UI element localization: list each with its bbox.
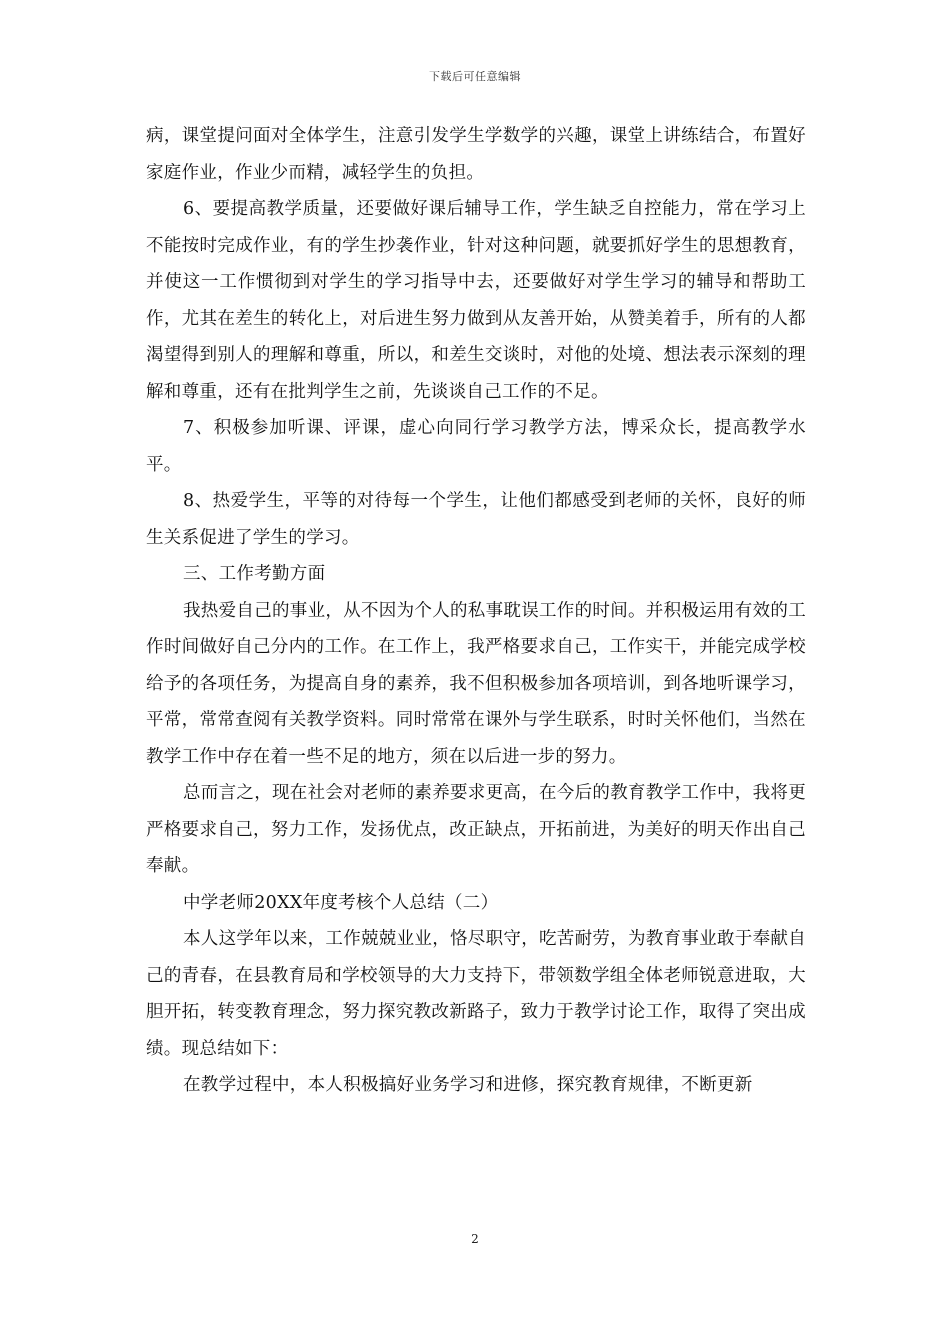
body-paragraph: 病，课堂提问面对全体学生，注意引发学生学数学的兴趣，课堂上讲练结合，布置好家庭作业，作业少而精，减轻学生的负担。 bbox=[146, 126, 806, 183]
document-body bbox=[146, 118, 806, 1104]
body-paragraph: 在教学过程中，本人积极搞好业务学习和进修，探究教育规律，不断更新 bbox=[183, 1075, 753, 1095]
page-header: 下载后可任意编辑 bbox=[429, 70, 521, 83]
body-paragraph: 本人这学年以来，工作兢兢业业，恪尽职守，吃苦耐劳，为教育事业敢于奉献自己的青春，在县教育局和学校领导的大力支持下，带领数学组全体老师锐意进取，大胆开拓，转变教育理念，努力探究教改新路子，致力于教学讨论工作，取得了突出成绩。现总结如下： bbox=[146, 929, 806, 1059]
body-paragraph: 中学老师20XX年度考核个人总结（二） bbox=[183, 892, 499, 913]
body-paragraph: 三、工作考勤方面 bbox=[183, 564, 326, 584]
body-paragraph: 我热爱自己的事业，从不因为个人的私事耽误工作的时间。并积极运用有效的工作时间做好自己分内的工作。在工作上，我严格要求自己，工作实干，并能完成学校给予的各项任务，为提高自身的素养，我不但积极参加各项培训，到各地听课学习，平常，常常查阅有关教学资料。同时常常在课外与学生联系，时时关怀他们，当然在教学工作中存在着一些不足的地方，须在以后进一步的努力。 bbox=[146, 600, 806, 767]
page-number: 2 bbox=[471, 1232, 479, 1246]
body-paragraph: 总而言之，现在社会对老师的素养要求更高，在今后的教育教学工作中，我将更严格要求自己，努力工作，发扬优点，改正缺点，开拓前进，为美好的明天作出自己奉献。 bbox=[146, 783, 806, 876]
body-paragraph: 6、要提高教学质量，还要做好课后辅导工作，学生缺乏自控能力，常在学习上不能按时完成作业，有的学生抄袭作业，针对这种问题，就要抓好学生的思想教育，并使这一工作惯彻到对学生的学习指导中去，还要做好对学生学习的辅导和帮助工作，尤其在差生的转化上，对后进生努力做到从友善开始，从赞美着手，所有的人都渴望得到别人的理解和尊重，所以，和差生交谈时，对他的处境、想法表示深刻的理解和尊重，还有在批判学生之前，先谈谈自己工作的不足。 bbox=[146, 199, 806, 402]
body-paragraph: 7、积极参加听课、评课，虚心向同行学习教学方法，博采众长，提高教学水平。 bbox=[146, 418, 806, 475]
body-paragraph: 8、热爱学生，平等的对待每一个学生，让他们都感受到老师的关怀，良好的师生关系促进了学生的学习。 bbox=[146, 491, 806, 548]
